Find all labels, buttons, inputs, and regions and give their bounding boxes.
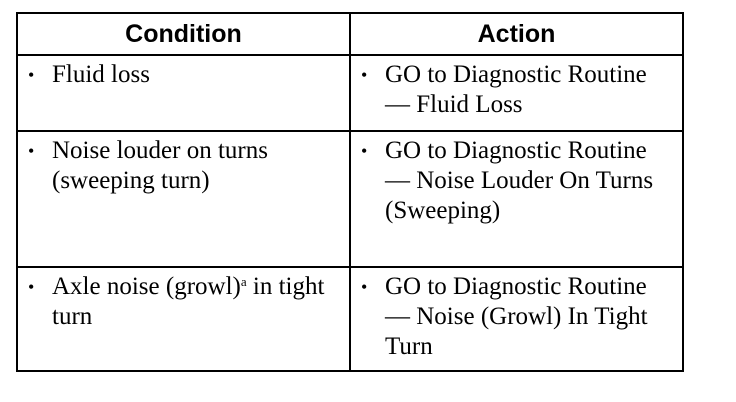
action-text: GO to Diagnostic Routine — Noise (Growl) In Tight Turn [385, 273, 648, 360]
condition-text-tail: in tight turn [52, 273, 325, 330]
bullet-icon: • [361, 65, 368, 85]
footnote-marker: a [240, 274, 247, 289]
bullet-icon: • [28, 65, 35, 85]
condition-header: Condition [17, 13, 350, 55]
condition-cell [17, 55, 350, 131]
condition-text-main: Axle noise (growl) [52, 273, 241, 300]
condition-text [52, 272, 341, 332]
action-cell [350, 55, 683, 131]
bullet-icon: • [361, 141, 368, 161]
action-cell [350, 267, 683, 371]
table-row [17, 267, 683, 371]
condition-cell [17, 267, 350, 371]
diagnostic-table [16, 12, 684, 372]
condition-text: Fluid loss [52, 61, 150, 88]
action-text: GO to Diagnostic Routine — Fluid Loss [385, 61, 647, 118]
condition-text: Noise louder on turns (sweeping turn) [52, 137, 268, 194]
table-row [17, 131, 683, 267]
action-text: GO to Diagnostic Routine — Noise Louder On Turns (Sweeping) [385, 137, 654, 224]
action-cell [350, 131, 683, 267]
condition-cell [17, 131, 350, 267]
bullet-icon: • [361, 277, 368, 297]
table-row [17, 55, 683, 131]
bullet-icon: • [28, 277, 35, 297]
header-row [17, 13, 683, 55]
bullet-icon: • [28, 141, 35, 161]
action-header: Action [350, 13, 683, 55]
